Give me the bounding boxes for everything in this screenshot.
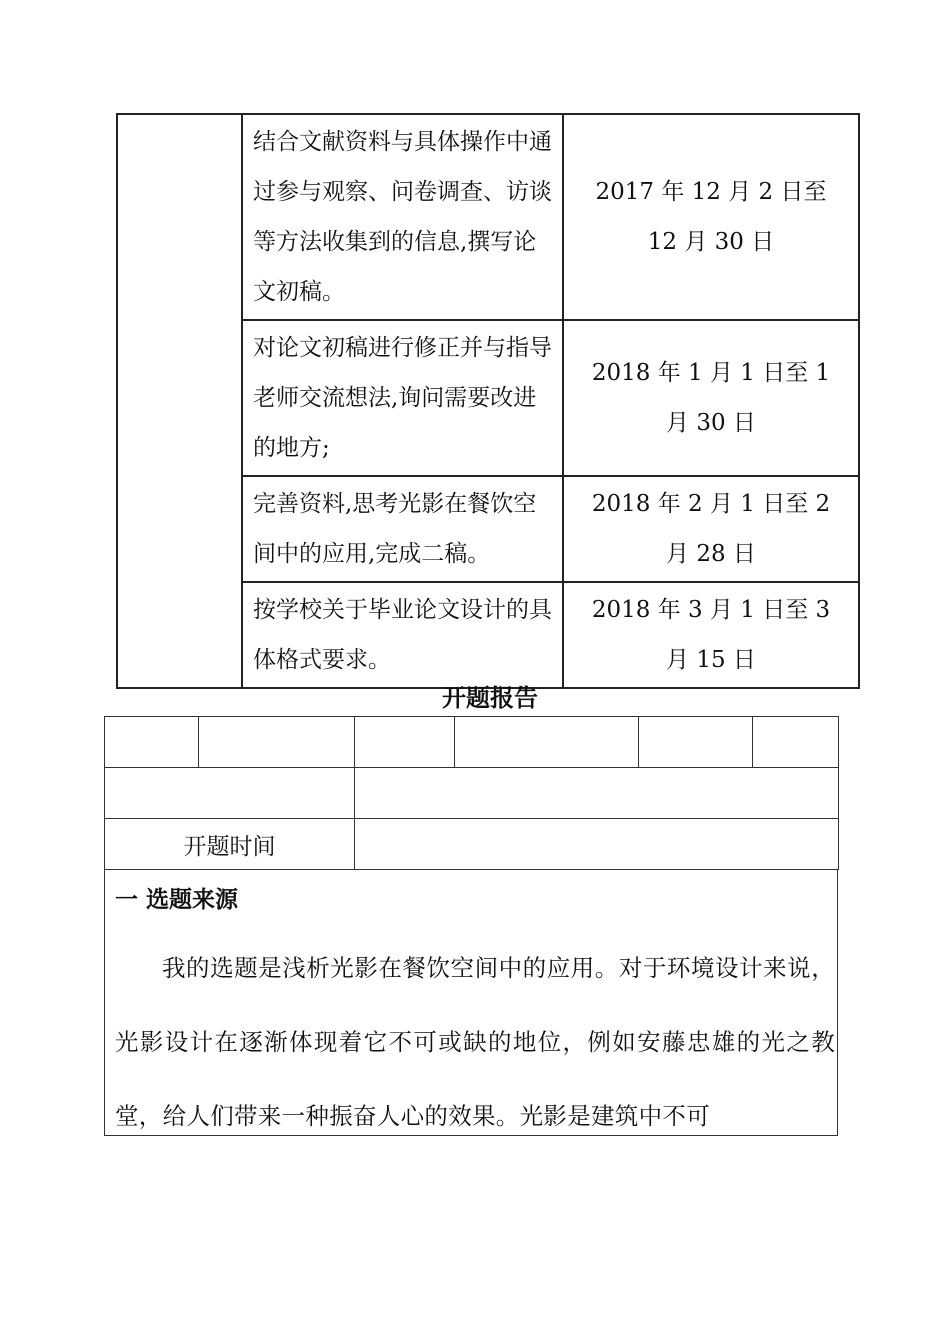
task-cell: 结合文献资料与具体操作中通过参与观察、问卷调查、访谈等方法收集到的信息,撰写论文初稿。	[242, 114, 563, 320]
opening-time-value	[355, 819, 839, 870]
table-row	[105, 819, 839, 870]
table-row	[105, 717, 839, 768]
info-cell	[639, 717, 753, 768]
date-cell: 2018 年 1 月 1 日至 1 月 30 日	[563, 320, 859, 476]
task-cell: 按学校关于毕业论文设计的具体格式要求。	[242, 582, 563, 688]
task-cell: 完善资料,思考光影在餐饮空间中的应用,完成二稿。	[242, 476, 563, 582]
info-cell	[199, 717, 355, 768]
report-title: 开题报告	[442, 684, 538, 712]
schedule-table	[116, 113, 860, 689]
date-cell: 2017 年 12 月 2 日至 12 月 30 日	[563, 114, 859, 320]
opening-time-label: 开题时间	[105, 819, 355, 870]
stage-cell	[117, 114, 242, 688]
info-cell	[105, 717, 199, 768]
table-row	[105, 768, 839, 819]
info-cell	[105, 768, 355, 819]
section-source-box	[104, 869, 838, 1136]
table-row	[117, 114, 859, 320]
section-heading: 一 选题来源	[115, 887, 239, 913]
date-cell: 2018 年 2 月 1 日至 2 月 28 日	[563, 476, 859, 582]
date-cell: 2018 年 3 月 1 日至 3 月 15 日	[563, 582, 859, 688]
info-cell	[753, 717, 839, 768]
section-body: 我的选题是浅析光影在餐饮空间中的应用。对于环境设计来说，光影设计在逐渐体现着它不可或缺的地位，例如安藤忠雄的光之教堂，给人们带来一种振奋人心的效果。光影是建筑中不可	[115, 954, 835, 1130]
report-info-table	[104, 716, 839, 870]
task-cell: 对论文初稿进行修正并与指导老师交流想法,询问需要改进的地方;	[242, 320, 563, 476]
info-cell	[355, 717, 455, 768]
info-cell	[355, 768, 839, 819]
info-cell	[455, 717, 639, 768]
